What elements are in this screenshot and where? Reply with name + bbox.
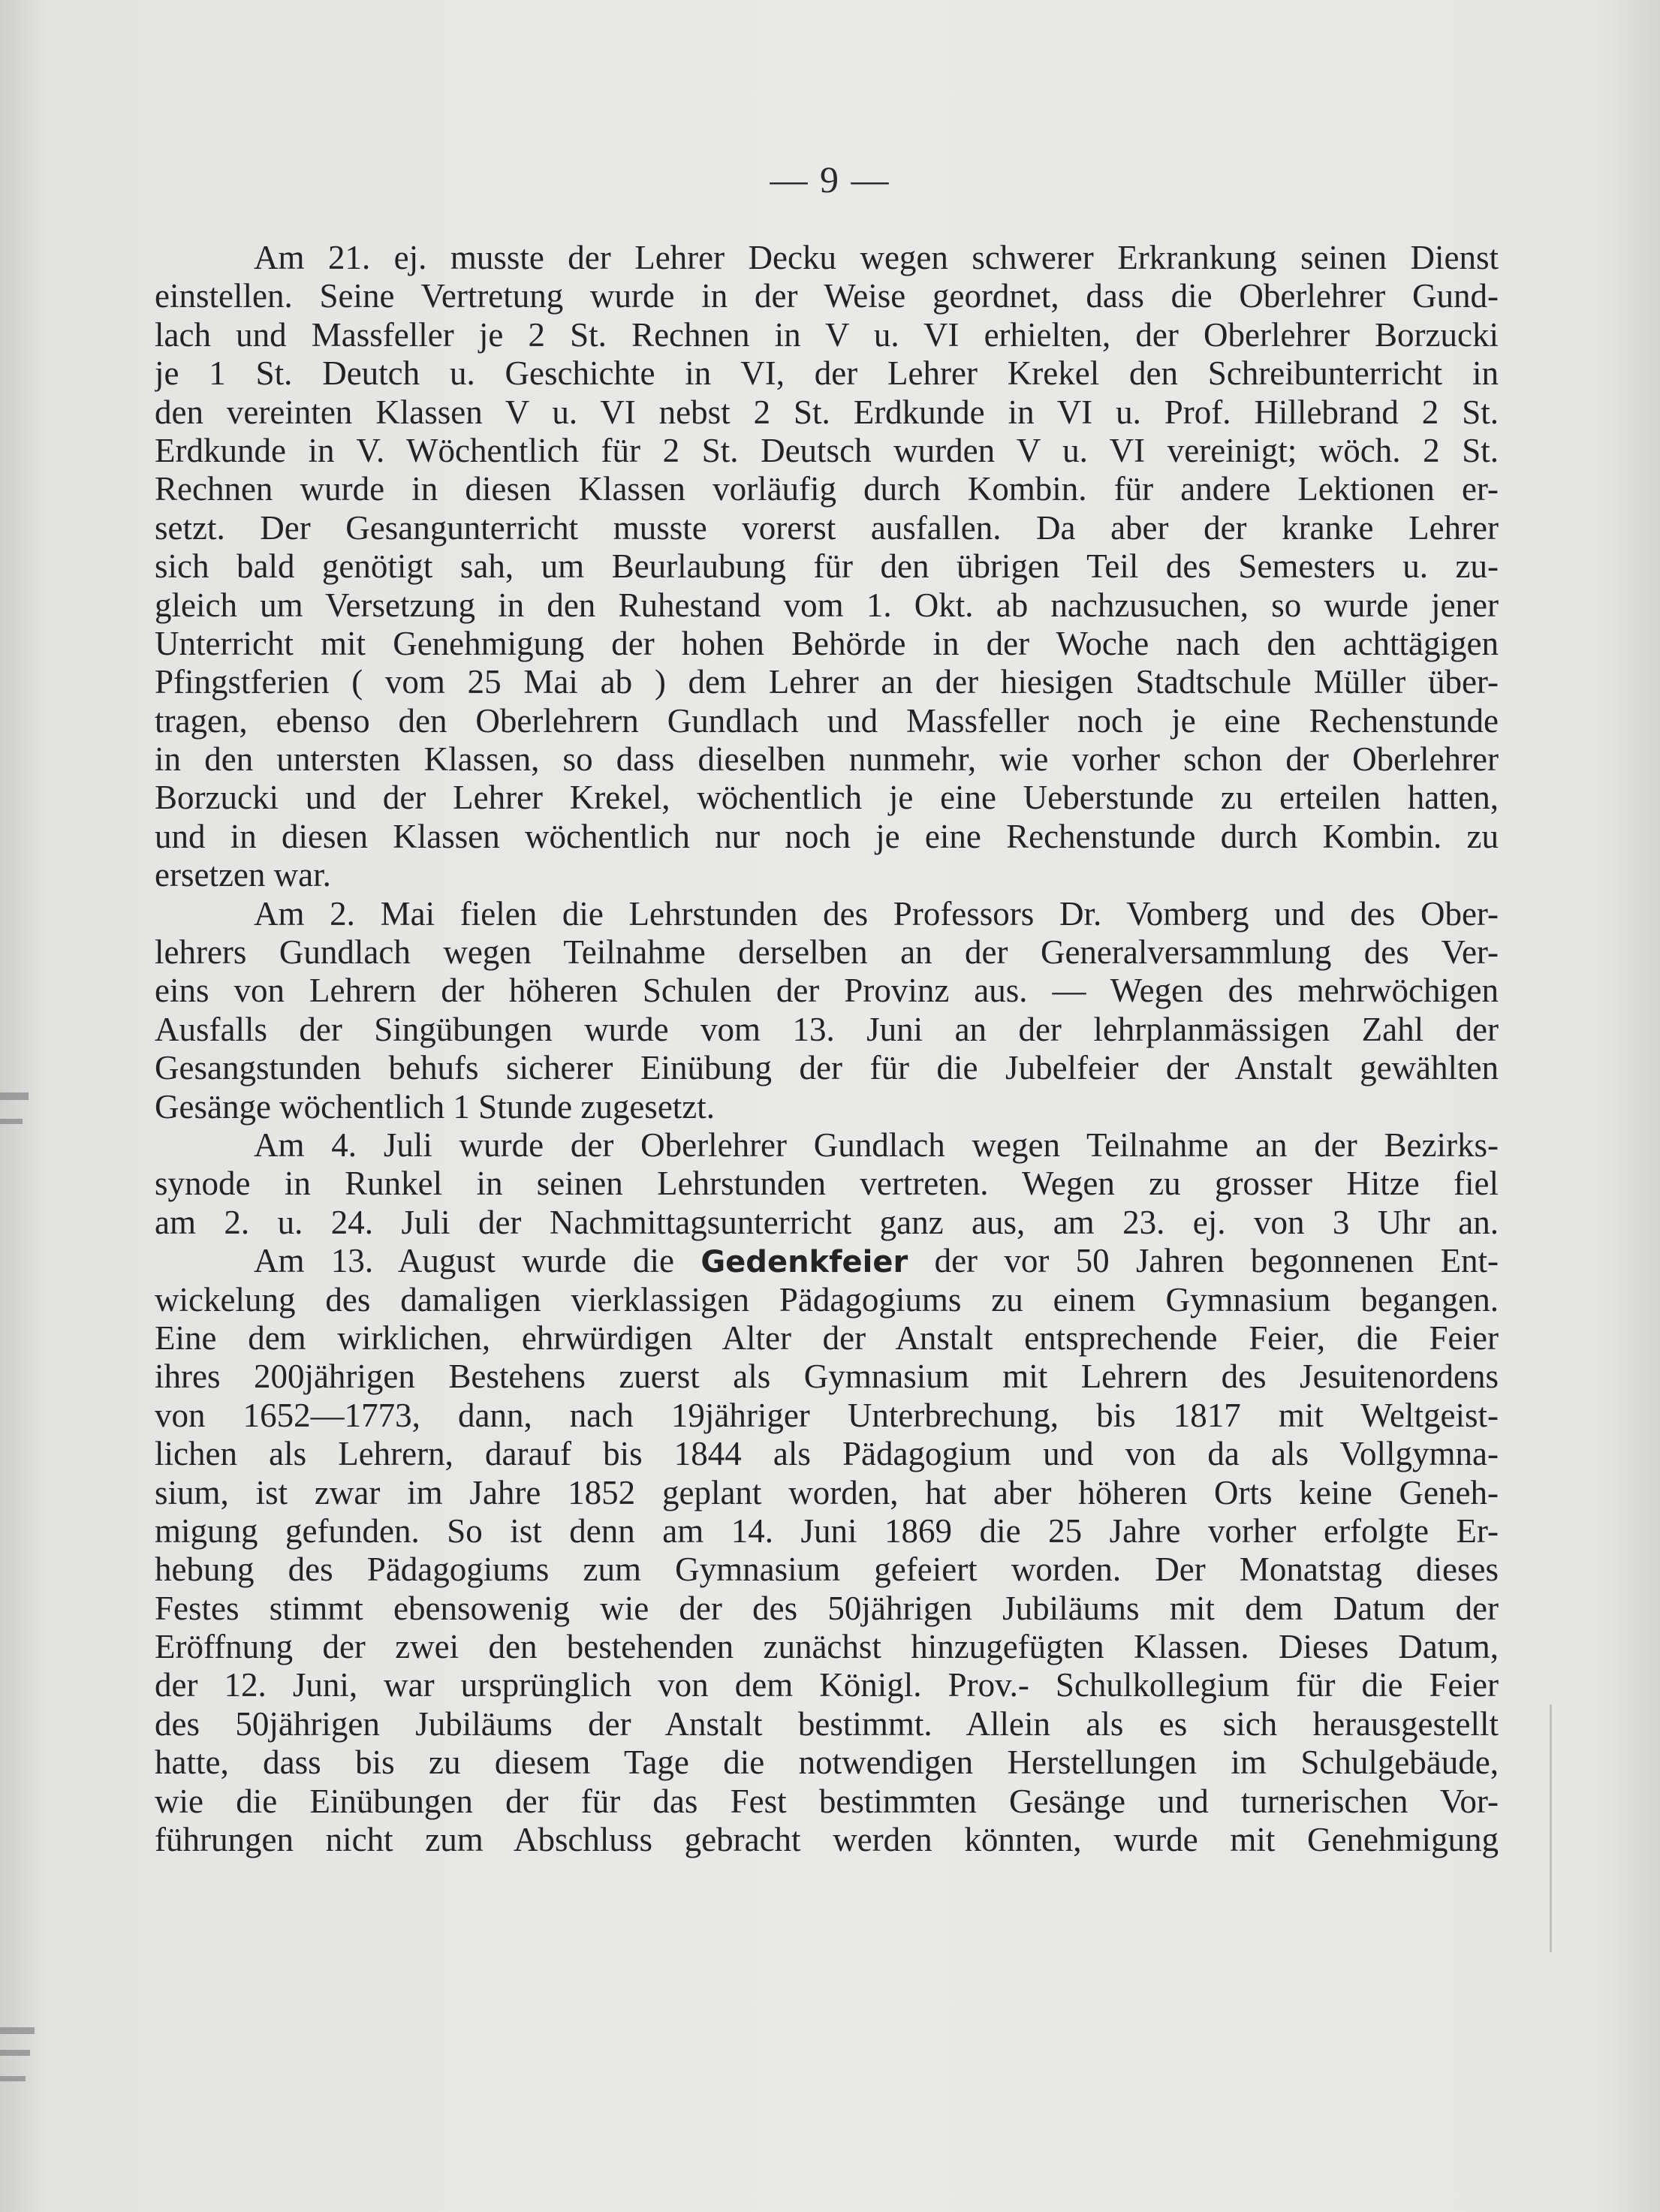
- text-line: in den untersten Klassen, so dass dieselben nunmehr, wie vorher schon der Oberlehrer: [155, 740, 1499, 779]
- text-segment: Am 13. August wurde die: [254, 1242, 675, 1280]
- text-line: tragen, ebenso den Oberlehrern Gundlach und Massfeller noch je eine Rechenstunde: [155, 701, 1499, 740]
- text-line: Am 2. Mai fielen die Lehrstunden des Professors Dr. Vomberg und des Ober-: [254, 894, 1499, 933]
- text-line: Pfingstferien ( vom 25 Mai ab ) dem Lehrer an der hiesigen Stadtschule Müller über-: [155, 663, 1499, 701]
- text-segment: der vor 50 Jahren begonnenen Ent-: [934, 1242, 1499, 1280]
- text-line: setzt. Der Gesangunterricht musste vorerst ausfallen. Da aber der kranke Lehrer: [155, 508, 1499, 547]
- binding-edge-mark: [0, 2027, 35, 2034]
- text-line: sium, ist zwar im Jahre 1852 geplant worden, hat aber höheren Orts keine Geneh-: [155, 1473, 1499, 1511]
- text-line: Festes stimmt ebensowenig wie der des 50jährigen Jubiläums mit dem Datum der: [155, 1589, 1499, 1627]
- text-line: eins von Lehrern der höheren Schulen der Provinz aus. — Wegen des mehrwöchigen: [155, 972, 1499, 1010]
- text-line: führungen nicht zum Abschluss gebracht werden könnten, wurde mit Genehmigung: [155, 1821, 1499, 1859]
- text-line: Borzucki und der Lehrer Krekel, wöchentlich je eine Ueberstunde zu erteilen hatten,: [155, 779, 1499, 817]
- text-line: wie die Einübungen der für das Fest bestimmten Gesänge und turnerischen Vor-: [155, 1782, 1499, 1820]
- binding-edge-mark: [0, 2076, 26, 2081]
- text-line: Am 4. Juli wurde der Oberlehrer Gundlach wegen Teilnahme an der Bezirks-: [254, 1126, 1499, 1164]
- text-line: wickelung des damaligen vierklassigen Pädagogiums zu einem Gymnasium begangen.: [155, 1280, 1499, 1318]
- text-line: gleich um Versetzung in den Ruhestand vom 1. Okt. ab nachzusuchen, so wurde jener: [155, 586, 1499, 624]
- text-line: am 2. u. 24. Juli der Nachmittagsunterricht ganz aus, am 23. ej. von 3 Uhr an.: [155, 1203, 1499, 1241]
- text-line: hatte, dass bis zu diesem Tage die notwendigen Herstellungen im Schulgebäude,: [155, 1743, 1499, 1782]
- text-line: Gesänge wöchentlich 1 Stunde zugesetzt.: [155, 1087, 716, 1126]
- text-line: hebung des Pädagogiums zum Gymnasium gefeiert worden. Der Monatstag dieses: [155, 1551, 1499, 1589]
- binding-edge-mark: [0, 1119, 23, 1124]
- text-line: sich bald genötigt sah, um Beurlaubung für den übrigen Teil des Semesters u. zu-: [155, 547, 1499, 586]
- text-line: der 12. Juni, war ursprünglich von dem Königl. Prov.- Schulkollegium für die Feier: [155, 1666, 1499, 1704]
- text-line: lichen als Lehrern, darauf bis 1844 als Pädagogium und von da als Vollgymna-: [155, 1435, 1499, 1473]
- text-line: Eröffnung der zwei den bestehenden zunächst hinzugefügten Klassen. Dieses Datum,: [155, 1628, 1499, 1666]
- text-line: lach und Massfeller je 2 St. Rechnen in V u. VI erhielten, der Oberlehrer Borzucki: [155, 315, 1499, 354]
- text-line: [155, 1242, 1499, 1280]
- text-line: Ausfalls der Singübungen wurde vom 13. Juni an der lehrplanmässigen Zahl der: [155, 1010, 1499, 1048]
- text-line: migung gefunden. So ist denn am 14. Juni 1869 die 25 Jahre vorher erfolgte Er-: [155, 1511, 1499, 1550]
- text-line: des 50jährigen Jubiläums der Anstalt bestimmt. Allein als es sich herausgestellt: [155, 1704, 1499, 1743]
- emphasized-word: Gedenkfeier: [700, 1245, 908, 1280]
- text-line: Am 21. ej. musste der Lehrer Decku wegen schwerer Erkrankung seinen Dienst: [254, 239, 1499, 276]
- text-line: und in diesen Klassen wöchentlich nur noch je eine Rechenstunde durch Kombin. zu: [155, 817, 1499, 855]
- body-text: [155, 239, 1499, 1859]
- text-line: je 1 St. Deutch u. Geschichte in VI, der Lehrer Krekel den Schreibunterricht in: [155, 354, 1499, 393]
- text-line: synode in Runkel in seinen Lehrstunden vertreten. Wegen zu grosser Hitze fiel: [155, 1165, 1499, 1203]
- binding-edge-mark: [0, 1092, 29, 1100]
- page-edge-line: [1550, 1704, 1552, 1952]
- text-line: Erdkunde in V. Wöchentlich für 2 St. Deutsch wurden V u. VI vereinigt; wöch. 2 St.: [155, 431, 1499, 469]
- text-line: Gesangstunden behufs sicherer Einübung der für die Jubelfeier der Anstalt gewählten: [155, 1049, 1499, 1087]
- binding-edge-mark: [0, 2050, 30, 2056]
- text-line: ersetzen war.: [155, 856, 331, 894]
- text-line: Unterricht mit Genehmigung der hohen Behörde in der Woche nach den achttägigen: [155, 624, 1499, 662]
- text-line: den vereinten Klassen V u. VI nebst 2 St. Erdkunde in VI u. Prof. Hillebrand 2 St.: [155, 393, 1499, 431]
- text-line: von 1652—1773, dann, nach 19jähriger Unterbrechung, bis 1817 mit Weltgeist-: [155, 1396, 1499, 1434]
- text-line: Eine dem wirklichen, ehrwürdigen Alter der Anstalt entsprechende Feier, die Feier: [155, 1318, 1499, 1357]
- text-line: ihres 200jährigen Bestehens zuerst als Gymnasium mit Lehrern des Jesuitenordens: [155, 1358, 1499, 1396]
- page-number: — 9 —: [770, 158, 890, 200]
- text-line: Rechnen wurde in diesen Klassen vorläufig durch Kombin. für andere Lektionen er-: [155, 470, 1499, 508]
- text-line: einstellen. Seine Vertretung wurde in der Weise geordnet, dass die Oberlehrer Gund-: [155, 277, 1499, 315]
- text-line: lehrers Gundlach wegen Teilnahme derselben an der Generalversammlung des Ver-: [155, 933, 1499, 972]
